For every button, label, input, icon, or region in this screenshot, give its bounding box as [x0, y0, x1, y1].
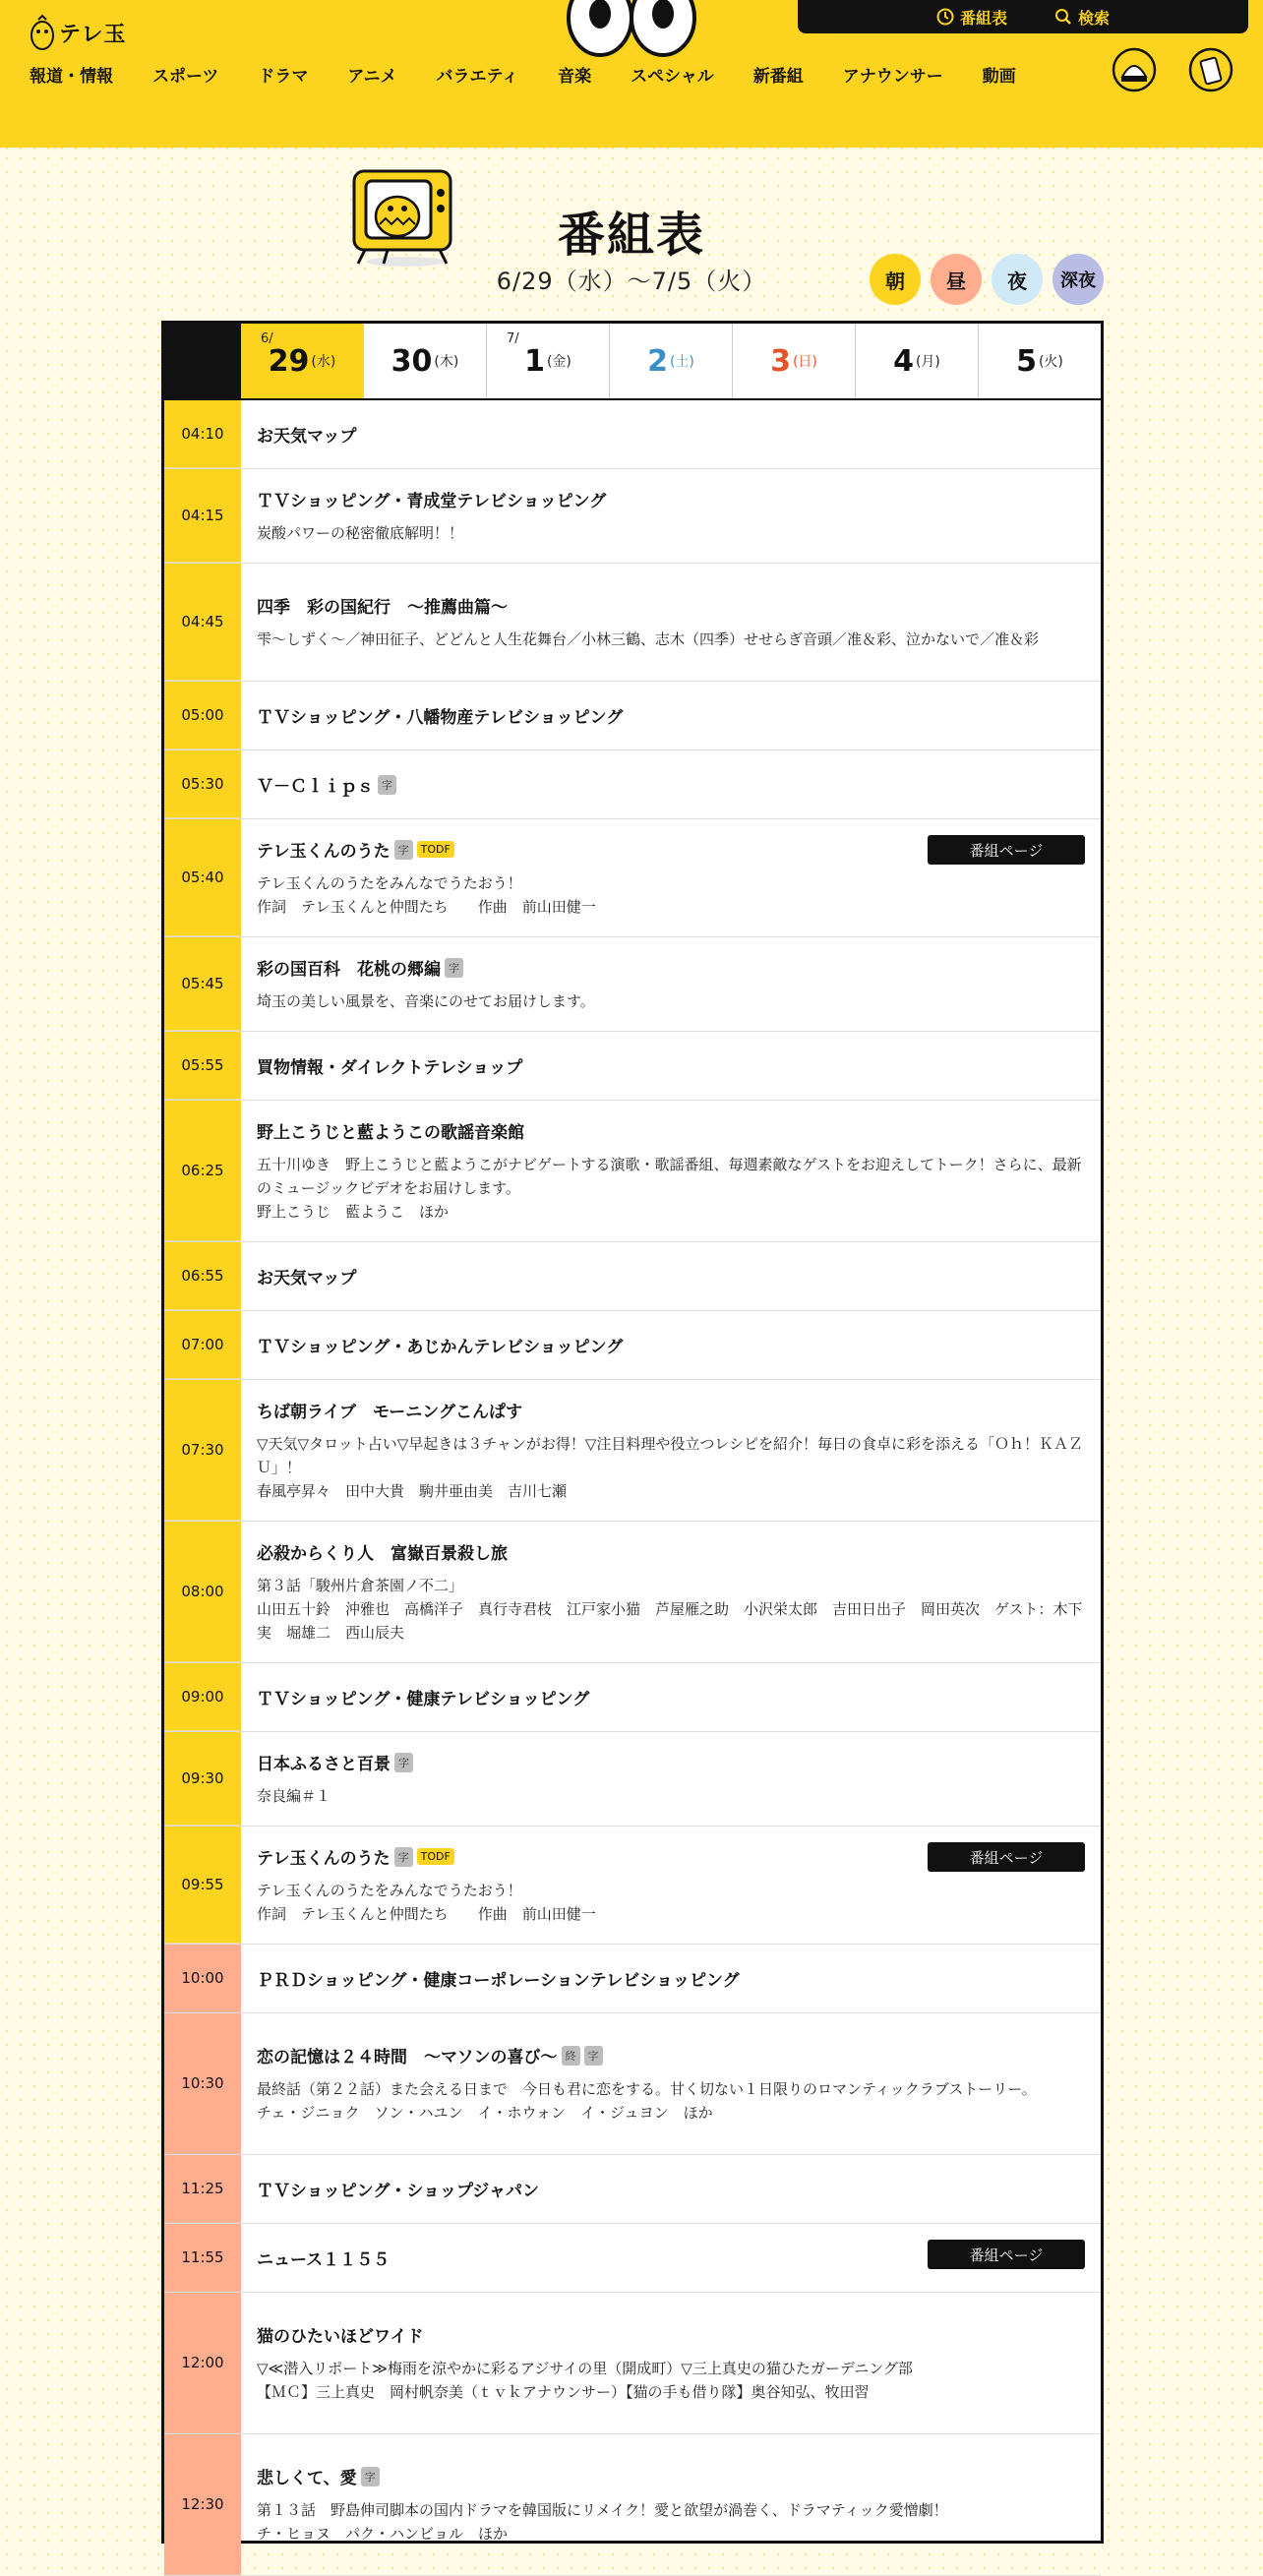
program-content	[241, 2434, 1101, 2575]
program-title[interactable]: ＴＶショッピング・八幡物産テレビショッピング	[257, 708, 624, 728]
day-tab-date: 29	[268, 343, 310, 379]
day-tab-date: 3	[770, 343, 791, 379]
program-title-row	[257, 703, 1085, 728]
program-title[interactable]: 野上こうじと藍ようこの歌謡音楽館	[257, 1123, 524, 1143]
day-tab-weekday: (土)	[669, 354, 694, 370]
tod-morning-button[interactable]: 朝	[870, 254, 921, 305]
program-time: 05:30	[164, 750, 241, 818]
program-title-row	[257, 955, 1085, 980]
program-row[interactable]	[164, 564, 1101, 682]
program-title[interactable]: 悲しくて、愛	[257, 2469, 357, 2488]
program-content	[241, 1945, 1101, 2012]
program-row[interactable]	[164, 1945, 1101, 2013]
day-tab-weekday: (金)	[546, 354, 571, 370]
day-tabs	[164, 324, 1101, 400]
program-description: テレ玉くんのうたをみんなでうたおう！ 作詞 テレ玉くんと仲間たち 作曲 前山田健一	[257, 874, 596, 916]
top-utility-bar	[798, 0, 1248, 33]
program-content	[241, 1827, 1101, 1944]
nav-news[interactable]: 報道・情報	[30, 66, 113, 87]
program-title[interactable]: ＴＶショッピング・あじかんテレビショッピング	[257, 1338, 624, 1357]
program-title-row	[257, 1539, 1085, 1564]
program-title[interactable]: ちば朝ライブ モーニングこんぱす	[257, 1403, 522, 1422]
program-row[interactable]	[164, 2013, 1101, 2155]
program-time: 10:30	[164, 2013, 241, 2154]
program-title[interactable]: 買物情報・ダイレクトテレショップ	[257, 1058, 523, 1078]
program-content	[241, 1732, 1101, 1826]
page-title: 番組表	[557, 208, 705, 263]
program-time: 11:25	[164, 2155, 241, 2223]
program-row[interactable]	[164, 1827, 1101, 1945]
nav-special[interactable]: スペシャル	[631, 66, 714, 87]
header-zigzag-edge	[0, 136, 1263, 151]
program-description: 第１３話 野島伸司脚本の国内ドラマを韓国版にリメイク！愛と欲望が渦巻く、ドラマティック愛憎劇！ チ・ヒョヌ パク・ハンビョル ほか	[257, 2501, 948, 2543]
tod-latenight-button[interactable]: 深夜	[1052, 254, 1104, 305]
program-description: 奈良編＃１	[257, 1787, 331, 1805]
terebi-tamakun-logo-icon	[30, 14, 55, 51]
program-row[interactable]	[164, 1032, 1101, 1101]
program-row[interactable]	[164, 1380, 1101, 1522]
program-description: ▽≪潜入リポート≫梅雨を涼やかに彩るアジサイの里（開成町）▽三上真史の猫ひたガーデニング部 【ＭＣ】三上真史 岡村帆奈美（ｔｖｋアナウンサー）【猫の手も借り隊】奥谷知弘、牧田習	[257, 2360, 913, 2401]
program-time: 08:00	[164, 1522, 241, 1662]
program-title[interactable]: ＰＲＤショッピング・健康コーポレーションテレビショッピング	[257, 1971, 740, 1991]
tod-night-button[interactable]: 夜	[992, 254, 1043, 305]
program-time: 09:00	[164, 1663, 241, 1731]
mascot-stamp-icon[interactable]	[1112, 47, 1157, 92]
program-content	[241, 819, 1101, 936]
program-row[interactable]	[164, 1732, 1101, 1827]
program-description: 埼玉の美しい風景を、音楽にのせてお届けします。	[257, 992, 595, 1010]
program-title-row	[257, 772, 1085, 797]
program-time: 09:55	[164, 1827, 241, 1944]
nav-music[interactable]: 音楽	[558, 66, 592, 87]
day-tab-3[interactable]	[609, 324, 732, 398]
smartphone-app-icon[interactable]	[1188, 47, 1233, 92]
day-tab-weekday: (水)	[311, 354, 336, 370]
topbar-search-link[interactable]	[1054, 6, 1110, 29]
program-description: テレ玉くんのうたをみんなでうたおう！ 作詞 テレ玉くんと仲間たち 作曲 前山田健一	[257, 1882, 596, 1923]
program-content	[241, 937, 1101, 1031]
day-tab-date: 5	[1016, 343, 1037, 379]
program-content	[241, 750, 1101, 818]
program-title[interactable]: ニュース１１５５	[257, 2250, 391, 2270]
program-title[interactable]: テレ玉くんのうた	[257, 842, 391, 862]
program-row[interactable]	[164, 2224, 1101, 2293]
program-content	[241, 1311, 1101, 1379]
program-badge: TODF	[417, 841, 454, 858]
program-content	[241, 2155, 1101, 2223]
program-row[interactable]	[164, 1242, 1101, 1311]
program-row[interactable]	[164, 1663, 1101, 1732]
program-badge: 字	[394, 1753, 413, 1772]
program-badge: 終	[562, 2046, 580, 2066]
program-title[interactable]: 四季 彩の国紀行 ～推薦曲篇～	[257, 598, 508, 618]
site-header	[0, 0, 1263, 148]
topbar-search-label: 検索	[1078, 8, 1111, 28]
program-title-row	[257, 593, 1085, 618]
day-tab-4[interactable]	[732, 324, 855, 398]
day-tab-date: 30	[391, 343, 433, 379]
program-badge: TODF	[417, 1848, 454, 1865]
program-row[interactable]	[164, 1101, 1101, 1242]
program-content	[241, 1101, 1101, 1241]
search-icon	[1054, 8, 1072, 26]
program-badge: 字	[394, 1847, 413, 1867]
program-title-row	[257, 487, 1085, 511]
program-time: 04:45	[164, 564, 241, 681]
nav-announcer[interactable]: アナウンサー	[842, 66, 943, 87]
nav-video[interactable]: 動画	[982, 66, 1016, 87]
program-title[interactable]: 彩の国百科 花桃の郷編	[257, 960, 441, 980]
program-title-row	[257, 1118, 1085, 1143]
clock-icon	[936, 8, 954, 26]
program-time: 05:45	[164, 937, 241, 1031]
program-title-row	[257, 2043, 1085, 2067]
day-tab-1[interactable]	[363, 324, 486, 398]
program-row[interactable]	[164, 469, 1101, 564]
day-tab-weekday: (月)	[915, 354, 940, 370]
nav-drama[interactable]: ドラマ	[258, 66, 309, 87]
program-title[interactable]: お天気マップ	[257, 1269, 357, 1288]
day-tab-date: 4	[893, 343, 914, 379]
program-title[interactable]: ＴＶショッピング・青成堂テレビショッピング	[257, 492, 607, 511]
program-title-row	[257, 1750, 1085, 1774]
day-tab-2[interactable]	[486, 324, 609, 398]
program-title[interactable]: テレ玉くんのうた	[257, 1849, 391, 1869]
program-title[interactable]: Ｖ－Ｃｌｉｐｓ	[257, 777, 374, 797]
program-badge: 字	[361, 2467, 380, 2486]
program-row[interactable]	[164, 682, 1101, 750]
program-content	[241, 1522, 1101, 1662]
day-tab-date: 2	[647, 343, 668, 379]
program-content	[241, 2224, 1101, 2292]
program-description: 五十川ゆき 野上こうじと藍ようこがナビゲートする演歌・歌謡番組、毎週素敵なゲストをお迎えしてトーク！さらに、最新のミュージックビデオをお届けします。 野上こうじ 藍ようこ ほか	[257, 1156, 1082, 1221]
program-content	[241, 400, 1101, 468]
program-content	[241, 469, 1101, 563]
program-time: 10:00	[164, 1945, 241, 2012]
date-range: 6/29（水）〜7/5（火）	[496, 268, 767, 295]
program-page-button[interactable]: 番組ページ	[928, 1842, 1085, 1872]
day-tab-month: 7/	[507, 331, 519, 346]
program-content	[241, 682, 1101, 749]
day-tab-5[interactable]	[855, 324, 978, 398]
program-title[interactable]: 恋の記憶は２４時間 ～マソンの喜び～	[257, 2048, 558, 2067]
program-time: 04:10	[164, 400, 241, 468]
program-time: 11:55	[164, 2224, 241, 2292]
nav-sports[interactable]: スポーツ	[152, 66, 219, 87]
program-row[interactable]	[164, 400, 1101, 469]
program-title-row	[257, 1398, 1085, 1422]
nav-variety[interactable]: バラエティ	[436, 66, 519, 87]
program-badge: 字	[584, 2046, 603, 2066]
day-tab-weekday: (日)	[792, 354, 817, 370]
program-description: ▽天気▽タロット占い▽早起きは３チャンがお得！▽注目料理や役立つレシピを紹介！毎日の食卓に彩を添える「Ｏｈ！ＫＡＺＵ」！ 春風亭昇々 田中大貴 駒井亜由美 吉川七瀬	[257, 1435, 1084, 1500]
schedule-grid	[161, 321, 1104, 2544]
program-description: 炭酸パワーの秘密徹底解明！！	[257, 524, 464, 542]
program-content	[241, 1032, 1101, 1100]
program-list	[164, 400, 1101, 2576]
program-content	[241, 564, 1101, 681]
program-title-row	[257, 1333, 1085, 1357]
program-row[interactable]	[164, 750, 1101, 819]
main-nav	[30, 59, 1016, 89]
program-title-row	[257, 1264, 1085, 1288]
day-tab-date: 1	[524, 343, 545, 379]
program-row[interactable]	[164, 2293, 1101, 2434]
program-title[interactable]: 猫のひたいほどワイド	[257, 2327, 424, 2347]
program-description: 最終話（第２２話）また会える日まで 今日も君に恋をする。甘く切ない１日限りのロマンティックラブストーリー。 チェ・ジニョク ソン・ハユン イ・ホウォン イ・ジュヨン ほか	[257, 2080, 1037, 2122]
program-page-button[interactable]: 番組ページ	[928, 835, 1085, 865]
day-tab-weekday: (火)	[1038, 354, 1063, 370]
program-row[interactable]	[164, 937, 1101, 1032]
program-time: 07:00	[164, 1311, 241, 1379]
program-description: 雫～しずく～／神田征子、どどんと人生花舞台／小林三鶴、志木（四季）せせらぎ音頭／准＆彩、泣かないで／准＆彩	[257, 630, 1040, 648]
day-tab-0[interactable]	[241, 324, 363, 398]
program-title[interactable]: 日本ふるさと百景	[257, 1755, 391, 1774]
program-time: 04:15	[164, 469, 241, 563]
program-title-row	[257, 1053, 1085, 1078]
program-content	[241, 1663, 1101, 1731]
program-row[interactable]	[164, 2434, 1101, 2576]
program-title-row	[257, 2464, 1085, 2488]
program-content	[241, 2013, 1101, 2154]
program-time: 06:25	[164, 1101, 241, 1241]
day-tab-month: 6/	[261, 331, 273, 346]
program-title[interactable]: ＴＶショッピング・健康テレビショッピング	[257, 1690, 590, 1709]
program-content	[241, 2293, 1101, 2433]
nav-anime[interactable]: アニメ	[347, 66, 397, 87]
topbar-schedule-link[interactable]	[936, 6, 1007, 29]
program-row[interactable]	[164, 1311, 1101, 1380]
grid-corner	[164, 324, 241, 398]
program-badge: 字	[394, 840, 413, 860]
logo-text: テレ玉	[59, 22, 127, 47]
program-title[interactable]: お天気マップ	[257, 427, 357, 447]
program-title-row	[257, 2322, 1085, 2347]
program-badge: 字	[378, 775, 396, 795]
program-time: 05:40	[164, 819, 241, 936]
program-title-row	[257, 1685, 1085, 1709]
site-logo[interactable]	[30, 14, 127, 51]
tv-mascot-illustration-icon	[348, 165, 456, 268]
program-time: 05:00	[164, 682, 241, 749]
program-title-row	[257, 2177, 1085, 2201]
program-title-row	[257, 1966, 1085, 1991]
program-badge: 字	[445, 958, 463, 978]
program-content	[241, 1242, 1101, 1310]
program-time: 07:30	[164, 1380, 241, 1521]
program-page-button[interactable]: 番組ページ	[928, 2240, 1085, 2269]
program-row[interactable]	[164, 2155, 1101, 2224]
program-row[interactable]	[164, 819, 1101, 937]
day-tab-weekday: (木)	[434, 354, 459, 370]
day-tab-6[interactable]	[978, 324, 1101, 398]
program-time: 12:30	[164, 2434, 241, 2575]
program-title[interactable]: ＴＶショッピング・ショップジャパン	[257, 2182, 539, 2201]
program-time: 05:55	[164, 1032, 241, 1100]
program-title[interactable]: 必殺からくり人 富嶽百景殺し旅	[257, 1544, 508, 1564]
program-title-row	[257, 422, 1085, 447]
program-time: 12:00	[164, 2293, 241, 2433]
topbar-schedule-label: 番組表	[959, 8, 1007, 28]
mascot-eyes-icon	[561, 0, 702, 57]
program-row[interactable]	[164, 1522, 1101, 1663]
program-description: 第３話「駿州片倉茶園ノ不二」 山田五十鈴 沖雅也 高橋洋子 真行寺君枝 江戸家小猫 芦屋雁之助 小沢栄太郎 吉田日出子 岡田英次 ゲスト：木下実 堀雄二 西山辰夫	[257, 1577, 1083, 1642]
nav-new-programs[interactable]: 新番組	[752, 66, 804, 87]
program-time: 06:55	[164, 1242, 241, 1310]
program-time: 09:30	[164, 1732, 241, 1826]
program-content	[241, 1380, 1101, 1521]
tod-noon-button[interactable]: 昼	[931, 254, 982, 305]
